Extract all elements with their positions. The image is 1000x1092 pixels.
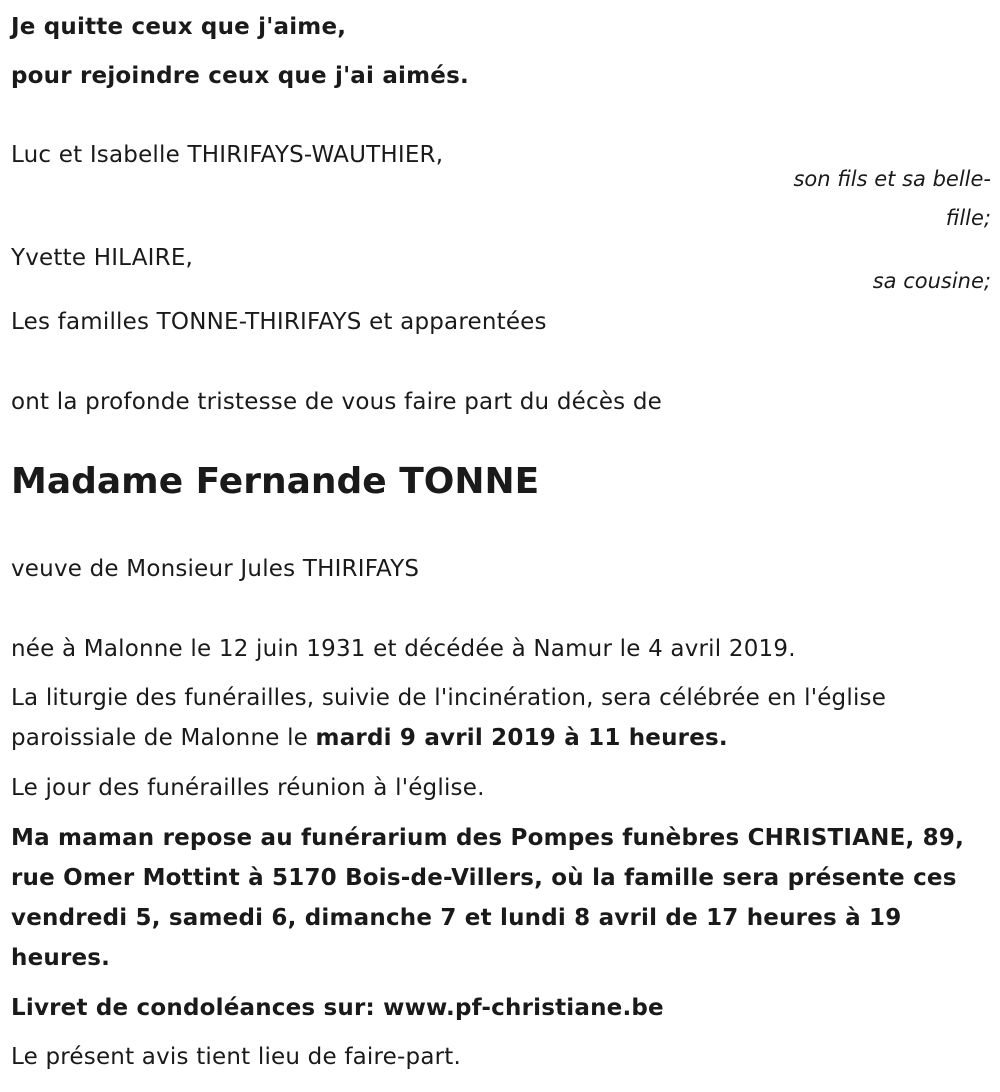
liturgy-paragraph [11, 678, 991, 758]
family-member-3: Les familles TONNE-THIRIFAYS et apparentées [11, 309, 547, 335]
liturgy-text: La liturgie des funérailles, suivie de l'incinération, sera célébrée en l'église paroissiale de Malonne le [11, 685, 887, 751]
family-member-1-relation-b: fille; [945, 206, 991, 230]
condolences-line: Livret de condoléances sur: www.pf-christiane.be [11, 995, 664, 1021]
quote-line-2: pour rejoindre ceux que j'ai aimés. [11, 63, 469, 89]
deceased-name: Madame Fernande TONNE [11, 461, 540, 502]
family-member-2: Yvette HILAIRE, [11, 245, 194, 271]
meeting-text: Le jour des funérailles réunion à l'église. [11, 775, 485, 801]
family-member-1: Luc et Isabelle THIRIFAYS-WAUTHIER, [11, 142, 444, 168]
widow-of: veuve de Monsieur Jules THIRIFAYS [11, 556, 420, 582]
announcement-text: ont la profonde tristesse de vous faire part du décès de [11, 389, 663, 415]
family-member-2-relation: sa cousine; [872, 269, 991, 293]
birth-death-dates: née à Malonne le 12 juin 1931 et décédée à Namur le 4 avril 2019. [11, 636, 796, 662]
liturgy-date: mardi 9 avril 2019 à 11 heures. [315, 725, 728, 751]
quote-line-1: Je quitte ceux que j'aime, [11, 14, 347, 40]
funerarium-paragraph: Ma maman repose au funérarium des Pompes funèbres CHRISTIANE, 89, rue Omer Mottint à 5170 Bois-de-Villers, où la famille sera présente ces vendredi 5, samedi 6, dimanche 7 et lundi 8 avril de 17 heures à 19 heures. [11, 825, 965, 971]
notice-line: Le présent avis tient lieu de faire-part. [11, 1044, 462, 1070]
family-member-1-relation-a: son fils et sa belle- [793, 167, 991, 191]
